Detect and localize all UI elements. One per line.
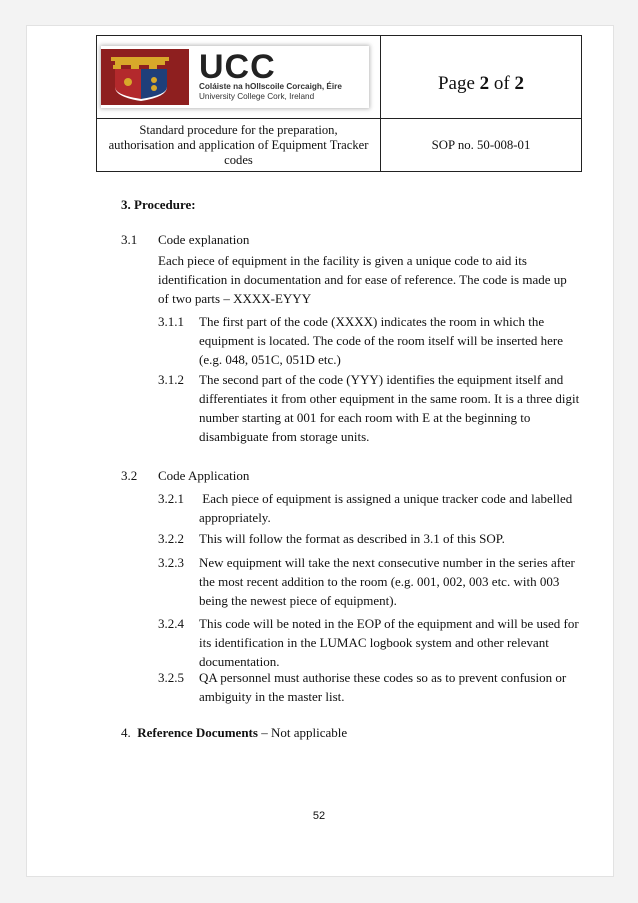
reference-heading: 4. Reference Documents – Not applicable bbox=[121, 725, 348, 740]
paragraph-line: Each piece of equipment in the facility is given a unique code to aid its bbox=[158, 253, 527, 268]
crest-icon bbox=[101, 49, 189, 105]
item-number: 3.1.1 bbox=[158, 314, 184, 329]
section-title: Code Application bbox=[158, 468, 250, 483]
item-line: equipment is located. The code of the room itself will be inserted here bbox=[199, 333, 564, 348]
ucc-logo bbox=[101, 46, 369, 108]
section-number: 3.2 bbox=[121, 468, 138, 483]
item-line: documentation. bbox=[199, 654, 280, 669]
item-number: 3.2.5 bbox=[158, 670, 184, 685]
section-heading: 3. Procedure: bbox=[121, 197, 196, 212]
page-indicator: Page 2 of 2 bbox=[381, 36, 582, 119]
paragraph-line: identification in documentation and for ease of reference. The code is made up bbox=[158, 272, 567, 287]
item-number: 3.1.2 bbox=[158, 372, 184, 387]
item-line: the most recent addition to the room (e.g. 001, 002, 003 etc. with 003 bbox=[199, 574, 560, 589]
item-line: ambiguity in the master list. bbox=[199, 689, 345, 704]
logo-word: UCC bbox=[199, 48, 276, 86]
item-line: QA personnel must authorise these codes so as to prevent confusion or bbox=[199, 670, 567, 685]
item-line: (e.g. 048, 051C, 051D etc.) bbox=[199, 352, 341, 367]
item-line: disambiguate from storage units. bbox=[199, 429, 370, 444]
page-number: 52 bbox=[312, 810, 326, 822]
item-line: differentiates it from other equipment in the same room. It is a three digit bbox=[199, 391, 580, 406]
item-number: 3.2.1 bbox=[158, 491, 184, 506]
item-line: The first part of the code (XXXX) indicates the room in which the bbox=[199, 314, 545, 329]
item-line: The second part of the code (YYY) identifies the equipment itself and bbox=[199, 372, 564, 387]
sop-number: SOP no. 50-008-01 bbox=[381, 119, 582, 172]
item-line: number starting at 001 for each room with E at the beginning to bbox=[199, 410, 531, 425]
logo-cell bbox=[97, 36, 381, 119]
item-line: Each piece of equipment is assigned a unique tracker code and labelled bbox=[199, 491, 573, 506]
item-number: 3.2.2 bbox=[158, 531, 184, 546]
item-number: 3.2.4 bbox=[158, 616, 184, 631]
logo-line-irish: Coláiste na hOllscoile Corcaigh, Éire bbox=[199, 82, 342, 91]
sop-title: Standard procedure for the preparation, authorisation and application of Equipment Tracker codes bbox=[97, 119, 381, 172]
item-line: appropriately. bbox=[199, 510, 271, 525]
item-number: 3.2.3 bbox=[158, 555, 184, 570]
item-line: being the newest piece of equipment). bbox=[199, 593, 397, 608]
header-table bbox=[96, 35, 582, 172]
item-line: This code will be noted in the EOP of the equipment and will be used for bbox=[199, 616, 579, 631]
paragraph-line: of two parts – XXXX-EYYY bbox=[158, 291, 312, 306]
item-line: This will follow the format as described in 3.1 of this SOP. bbox=[199, 531, 505, 546]
section-number: 3.1 bbox=[121, 232, 138, 247]
section-title: Code explanation bbox=[158, 232, 250, 247]
item-line: its identification in the LUMAC logbook system and other relevant bbox=[199, 635, 549, 650]
item-line: New equipment will take the next consecutive number in the series after bbox=[199, 555, 575, 570]
logo-line-english: University College Cork, Ireland bbox=[199, 92, 315, 101]
